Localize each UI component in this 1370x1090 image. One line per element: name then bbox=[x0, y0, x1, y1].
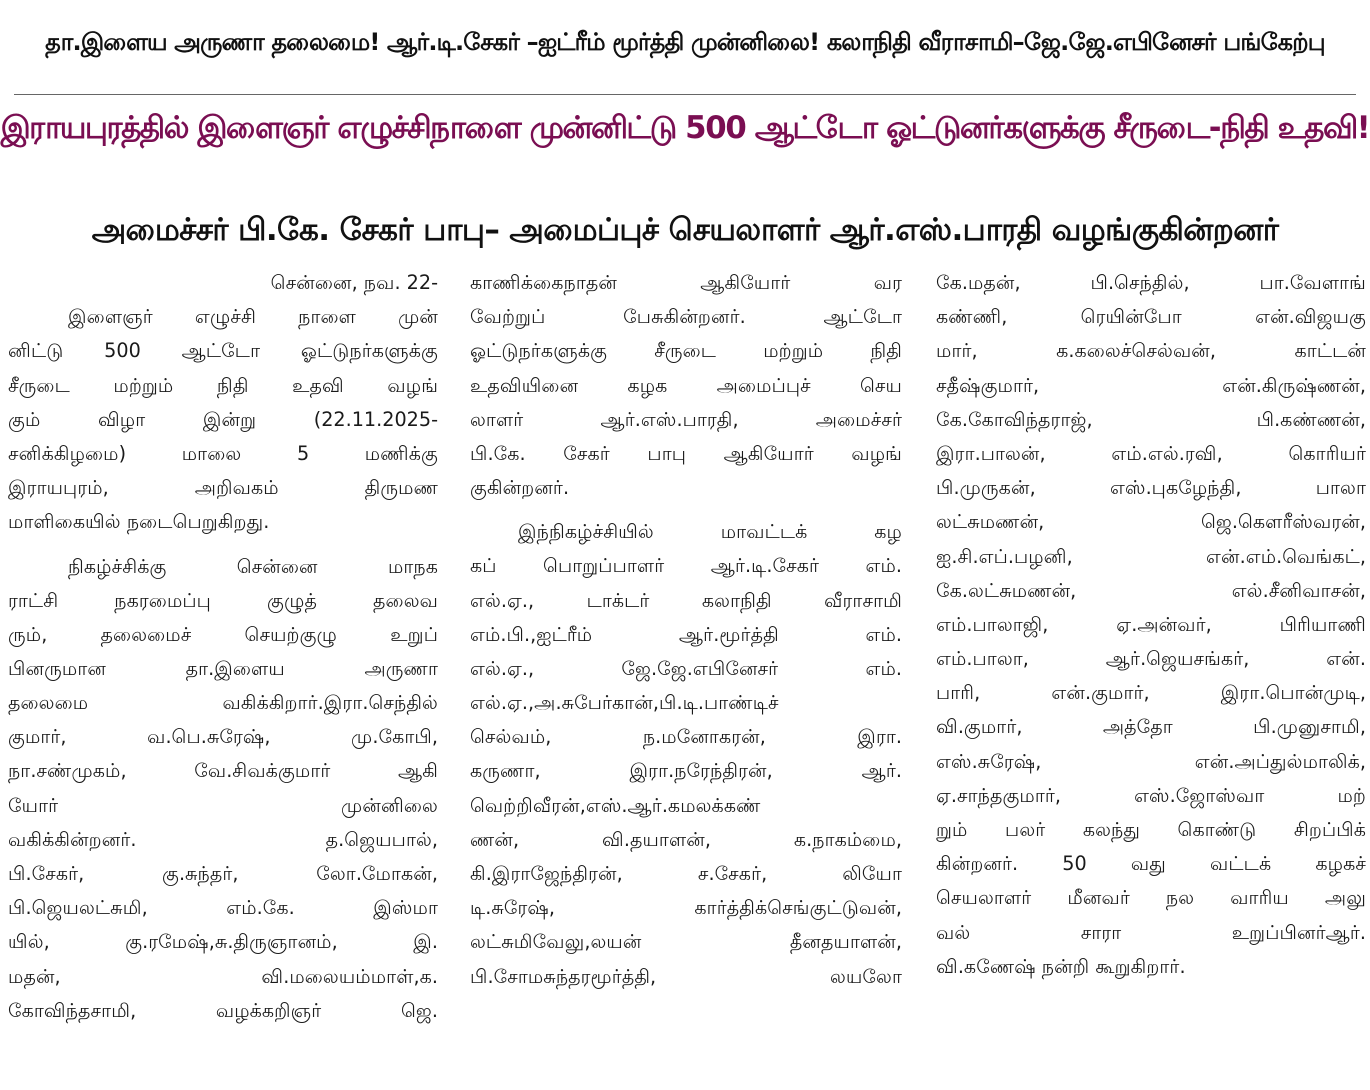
text-line: குமார், வ.பெ.சுரேஷ், மு.கோபி, bbox=[8, 725, 438, 749]
text-line: எல்.ஏ., ஜே.ஜே.எபினேசர் எம். bbox=[470, 656, 902, 680]
text-line: செல்வம், ந.மனோகரன், இரா. bbox=[470, 725, 902, 749]
text-line: பி.கே. சேகர் பாபு ஆகியோர் வழங் bbox=[470, 441, 902, 465]
text-line: கண்ணி, ரெயின்போ என்.விஜயகு bbox=[936, 305, 1366, 329]
text-line: னிட்டு 500 ஆட்டோ ஓட்டுநர்களுக்கு bbox=[8, 339, 438, 363]
text-line: செயலாளர் மீனவர் நல வாரிய அலு bbox=[936, 886, 1366, 910]
text-line: பினருமான தா.இளைய அருணா bbox=[8, 656, 438, 680]
text-line: பி.ஜெயலட்சுமி, எம்.கே. இஸ்மா bbox=[8, 896, 438, 920]
text-line: பி.சேகர், கு.சுந்தர், லோ.மோகன், bbox=[8, 862, 438, 885]
text-line: மாளிகையில் நடைபெறுகிறது. bbox=[8, 510, 270, 534]
text-line: லட்சுமிவேலு,லயன் தீனதயாளன், bbox=[470, 930, 902, 954]
text-line: வி.குமார், அத்தோ பி.முனுசாமி, bbox=[936, 715, 1366, 739]
text-line: தலைமை வகிக்கிறார்.இரா.செந்தில் bbox=[8, 691, 438, 715]
text-line: மார், க.கலைச்செல்வன், காட்டன் bbox=[936, 339, 1366, 363]
text-line: நா.சண்முகம், வே.சிவக்குமார் ஆகி bbox=[8, 759, 438, 783]
text-line: வி.கணேஷ் நன்றி கூறுகிறார். bbox=[936, 954, 1186, 978]
article-column-2 bbox=[470, 266, 902, 994]
text-line: ராட்சி நகரமைப்பு குழுத் தலைவ bbox=[8, 588, 438, 612]
article-column-3 bbox=[936, 266, 1366, 984]
divider-rule bbox=[14, 94, 1356, 95]
text-line: ஐ.சி.எப்.பழனி, என்.எம்.வெங்கட், bbox=[936, 544, 1366, 568]
text-line: யில், கு.ரமேஷ்,சு.திருஞானம், இ. bbox=[8, 930, 438, 954]
text-line: யோர் முன்னிலை bbox=[8, 793, 438, 817]
headline: இராயபுரத்தில் இளைஞர் எழுச்சிநாளை முன்னிட்டு 500 ஆட்டோ ஓட்டுனர்களுக்கு சீருடை-நிதி உதவி! bbox=[0, 110, 1370, 146]
text-line: சனிக்கிழமை) மாலை 5 மணிக்கு bbox=[8, 441, 438, 465]
text-line: பி.முருகன், எஸ்.புகழேந்தி, பாலா bbox=[936, 476, 1366, 500]
text-line: கப் பொறுப்பாளர் ஆர்.டி.சேகர் எம். bbox=[470, 554, 902, 578]
text-line: டி.சுரேஷ், கார்த்திக்செங்குட்டுவன், bbox=[470, 896, 902, 920]
text-line: எல்.ஏ., டாக்டர் கலாநிதி வீராசாமி bbox=[470, 588, 902, 612]
text-line: பாரி, என்.குமார், இரா.பொன்முடி, bbox=[936, 681, 1366, 705]
text-line: வெற்றிவீரன்,எஸ்.ஆர்.கமலக்கண் bbox=[470, 793, 761, 817]
text-line: கே.லட்சுமணன், எல்.சீனிவாசன், bbox=[936, 578, 1366, 602]
text-line: எம்.பி.,ஐட்ரீம் ஆர்.மூர்த்தி எம். bbox=[470, 622, 902, 646]
text-line: லட்சுமணன், ஜெ.கௌரீஸ்வரன், bbox=[936, 510, 1366, 534]
text-line: றும் பலர் கலந்து கொண்டு சிறப்பிக் bbox=[936, 818, 1366, 841]
text-line: ணன், வி.தயாளன், க.நாகம்மை, bbox=[470, 827, 902, 851]
text-line: காணிக்கைநாதன் ஆகியோர் வர bbox=[470, 271, 902, 294]
text-line: ஏ.சாந்தகுமார், எஸ்.ஜோஸ்வா மற் bbox=[936, 783, 1366, 807]
text-line: வேற்றுப் பேசுகின்றனர். ஆட்டோ bbox=[470, 305, 902, 329]
text-line: நிகழ்ச்சிக்கு சென்னை மாநக bbox=[68, 554, 438, 578]
article-column-1 bbox=[8, 266, 438, 1028]
dateline: சென்னை, நவ. 22- bbox=[270, 271, 438, 294]
text-line: வகிக்கின்றனர். த.ஜெயபால், bbox=[8, 827, 438, 851]
text-line: பி.சோமசுந்தரமூர்த்தி, லயலோ bbox=[470, 964, 902, 988]
text-line: எம்.பாலா, ஆர்.ஜெயசங்கர், என். bbox=[936, 647, 1366, 671]
text-line: கின்றனர். 50 வது வட்டக் கழகச் bbox=[936, 852, 1366, 876]
text-line: கோவிந்தசாமி, வழக்கறிஞர் ஜெ. bbox=[8, 998, 438, 1022]
text-line: உதவியினை கழக அமைப்புச் செய bbox=[470, 373, 902, 397]
text-line: ஓட்டுநர்களுக்கு சீருடை மற்றும் நிதி bbox=[470, 339, 902, 363]
text-line: லாளர் ஆர்.எஸ்.பாரதி, அமைச்சர் bbox=[470, 407, 902, 431]
text-line: எம்.பாலாஜி, ஏ.அன்வர், பிரியாணி bbox=[936, 612, 1366, 636]
text-line: இந்நிகழ்ச்சியில் மாவட்டக் கழ bbox=[518, 520, 902, 544]
text-line: கருணா, இரா.நரேந்திரன், ஆர். bbox=[470, 759, 902, 783]
text-line: எல்.ஏ.,அ.சுபேர்கான்,பி.டி.பாண்டிச் bbox=[470, 691, 779, 715]
kicker-line: தா.இளைய அருணா தலைமை! ஆர்.டி.சேகர் –ஐட்ரீம் மூர்த்தி முன்னிலை! கலாநிதி வீராசாமி–ஜே.ஜே.எபினேசர் பங்கேற்பு bbox=[45, 28, 1325, 56]
text-line: குகின்றனர். bbox=[470, 476, 570, 500]
text-line: சீருடை மற்றும் நிதி உதவி வழங் bbox=[8, 373, 438, 397]
text-line: சதீஷ்குமார், என்.கிருஷ்ணன், bbox=[936, 373, 1366, 397]
text-line: கி.இராஜேந்திரன், ச.சேகர், லியோ bbox=[470, 862, 902, 885]
text-line: ரும், தலைமைச் செயற்குழு உறுப் bbox=[8, 622, 438, 646]
text-line: கே.கோவிந்தராஜ், பி.கண்ணன், bbox=[936, 407, 1366, 431]
text-line: இரா.பாலன், எம்.எல்.ரவி, கொரியர் bbox=[936, 441, 1366, 465]
text-line: வல் சாரா உறுப்பினர்ஆர். bbox=[936, 920, 1366, 944]
text-line: கும் விழா இன்று (22.11.2025- bbox=[8, 407, 438, 431]
text-line: இராயபுரம், அறிவகம் திருமண bbox=[8, 476, 438, 500]
text-line: இளைஞர் எழுச்சி நாளை முன் bbox=[68, 305, 438, 329]
text-line: எஸ்.சுரேஷ், என்.அப்துல்மாலிக், bbox=[936, 749, 1366, 773]
text-line: கே.மதன், பி.செந்தில், பா.வேளாங் bbox=[936, 271, 1366, 294]
subheadline: அமைச்சர் பி.கே. சேகர் பாபு– அமைப்புச் செயலாளர் ஆர்.எஸ்.பாரதி வழங்குகின்றனர் bbox=[91, 212, 1279, 248]
text-line: மதன், வி.மலையம்மாள்,க. bbox=[8, 964, 438, 988]
